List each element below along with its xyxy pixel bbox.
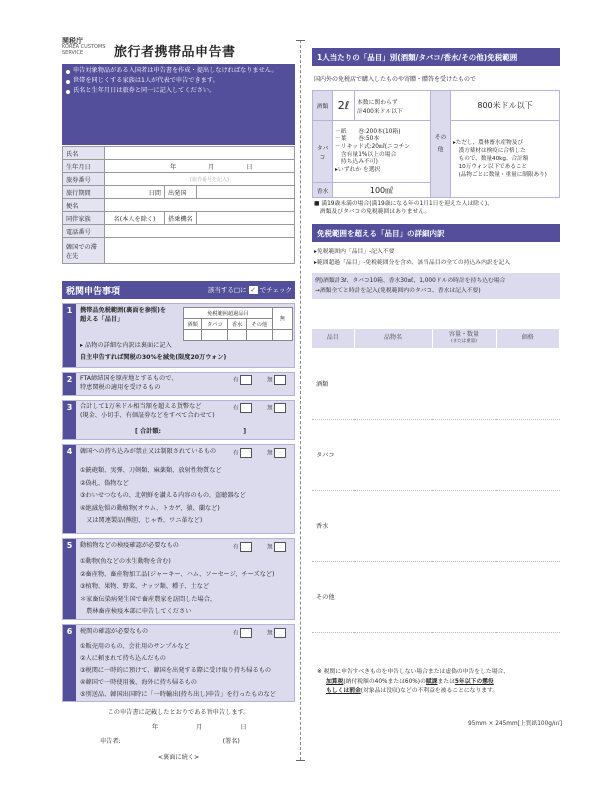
- q1-check-perfume[interactable]: [228, 330, 246, 341]
- q4-no-label: 無: [267, 450, 273, 457]
- q1-detail-note: ▸ 品物の詳細な内訳は裏面に記入: [80, 342, 172, 349]
- liquor-name-cell[interactable]: [354, 348, 432, 419]
- q3-total-field[interactable]: [135, 428, 285, 437]
- notice-box: [62, 64, 295, 145]
- penalty-confiscation: (対象品は没収)などの不利益を被ることになります。: [360, 688, 499, 694]
- tobacco-price-cell[interactable]: [496, 419, 560, 490]
- q1-col-other: その他: [246, 319, 272, 330]
- tobacco-label: タバコ: [313, 121, 333, 183]
- col-category: 品目: [312, 329, 354, 348]
- birth-field[interactable]: [105, 160, 295, 173]
- liquor-qty-cell[interactable]: [432, 348, 496, 419]
- q1-col-perfume: 香水: [228, 319, 246, 330]
- question-5: [62, 538, 295, 620]
- q5-item-1: ①動物(魚などの水生動物を含む): [80, 558, 171, 565]
- q6-item-2: ②人に頼まれて持ち込んだもの: [80, 655, 166, 662]
- q6-item-4: ④韓国で一時使用後、海外に持ち帰るもの: [80, 679, 197, 686]
- departure-field[interactable]: [197, 186, 295, 199]
- q1-check-liquor[interactable]: [184, 330, 202, 341]
- q1-check-none[interactable]: [273, 330, 293, 341]
- checkbox-icon: ✓: [250, 286, 257, 294]
- q2-yes-label: 有: [233, 377, 239, 384]
- back-side: [312, 36, 562, 748]
- passport-hint: (旅券番号を記入): [190, 176, 229, 183]
- q1-text: [80, 307, 184, 324]
- tobacco-item-6: ▸いずれか を選択: [335, 166, 381, 173]
- logo-en1: KOREA CUSTOMS: [62, 44, 106, 51]
- check-instruction-text: 該当する□に: [207, 286, 247, 294]
- sign-year: 年: [152, 724, 159, 731]
- tobacco-qty-cell[interactable]: [432, 419, 496, 490]
- q6-item-5: ⑤別送品、韓国出国時に「一時輸出(持ち出し)申告」を行ったものなど: [80, 691, 276, 698]
- tobacco-name-cell[interactable]: [354, 419, 432, 490]
- liquor-qty: 2ℓ: [333, 91, 355, 121]
- q1-no-label: 無: [273, 308, 293, 330]
- q1-excess-table: [183, 307, 293, 341]
- detail-line-1: ▸免税範囲内「品目」-記入不要: [314, 249, 395, 255]
- q4-item-2: ②偽札、偽物など: [80, 479, 129, 487]
- fold-line: [300, 40, 301, 760]
- penalty-or: または: [437, 678, 455, 685]
- q3-line2: (現金、小切手、有価証券などをすべて合わせて): [80, 411, 215, 419]
- q4-yes: [233, 448, 252, 458]
- departure-label: 出発国: [165, 186, 197, 199]
- sign-month: 月: [196, 724, 203, 731]
- q4-no: [267, 448, 286, 458]
- other-qty-cell[interactable]: [432, 561, 496, 632]
- other-name-cell[interactable]: [354, 561, 432, 632]
- perfume-qty-cell[interactable]: [432, 490, 496, 561]
- fold-mark-top: [296, 40, 305, 41]
- row-perfume: 香水: [312, 490, 354, 561]
- form-title: 旅行者携帯品申告書: [114, 45, 236, 60]
- declarant-label: 申告者:: [100, 738, 121, 745]
- check-suffix: でチェック: [259, 286, 292, 294]
- q4-item-4: ④絶滅危惧の動植物(オウム、トカゲ、猿、蘭など): [80, 504, 220, 512]
- penalty-imposition: 賦課: [425, 678, 438, 685]
- col-quantity: [432, 329, 496, 348]
- name-label: 氏名: [63, 147, 105, 160]
- q1-col-tobacco: タバコ: [202, 319, 228, 330]
- q1-check-other[interactable]: [246, 330, 272, 341]
- q6-text: 税関の確認が必要なもの: [80, 628, 149, 635]
- allowance-table: [312, 90, 560, 198]
- detail-table: [312, 329, 560, 633]
- q1-check-tobacco[interactable]: [202, 330, 228, 341]
- q1-line1: 携帯品免税範囲(裏面を参照)を: [80, 307, 167, 314]
- q4-number: 4: [63, 445, 76, 533]
- q2-no-checkbox[interactable]: [274, 375, 286, 385]
- q5-yes: [233, 542, 252, 552]
- penalty-fine: もしくは罰金: [326, 688, 361, 694]
- declarant-line[interactable]: [62, 736, 295, 745]
- continue-note: <裏面に続く>: [157, 754, 200, 761]
- q3-number: 3: [63, 401, 76, 439]
- detail-example-1: 例)酒類計3ℓ、タバコ10箱、香水30㎖、1,000ドルの時計を持ち込む場合: [315, 278, 506, 284]
- address-field[interactable]: [105, 238, 295, 264]
- q2-line2: 特恵関税の適用を受けるもの: [80, 383, 161, 391]
- tobacco-item-4: 含有量1%以上の場合: [335, 151, 397, 158]
- question-1: [62, 303, 295, 368]
- question-4: [62, 444, 295, 534]
- q6-no: [267, 628, 286, 638]
- q2-yes-checkbox[interactable]: [240, 375, 252, 385]
- penalty-note: [317, 668, 560, 697]
- other-note-4: 10万ウォン以下であること: [453, 164, 528, 170]
- q6-item-1: ①販売用のもの、会社用のサンプルなど: [80, 643, 190, 650]
- period-days[interactable]: 日間: [105, 186, 165, 199]
- flight-name-field[interactable]: [197, 212, 295, 225]
- flight-label: 便名: [63, 199, 105, 212]
- q3-no-label: 無: [267, 405, 273, 412]
- liquor-desc-1: 本数に関わらず: [357, 99, 398, 106]
- sign-day: 日: [240, 724, 247, 731]
- minor-note-1: ■ 満19歳未満の場合(満19歳になる年の1月1日を迎えた人は除く)、: [314, 201, 493, 207]
- declaration-section-header: [62, 281, 295, 299]
- other-label: その他: [431, 91, 451, 198]
- q3-yes: [233, 403, 252, 413]
- q3-no-checkbox[interactable]: [274, 403, 286, 413]
- q2-line1: FTA締結国を原産地とするもので、: [80, 375, 178, 382]
- row-liquor: 酒類: [312, 348, 354, 419]
- q3-total-label: [ 合計額:: [135, 428, 162, 435]
- q2-no-label: 無: [267, 377, 273, 384]
- detail-instructions: [314, 247, 510, 269]
- other-price-cell[interactable]: [496, 561, 560, 632]
- q4-items: [80, 465, 246, 528]
- liquor-price-cell[interactable]: [496, 348, 560, 419]
- q3-total-end: ]: [243, 428, 247, 435]
- name-field[interactable]: [105, 147, 295, 160]
- notice-2: 世帯を同じくする家族は1人が代表で申告できます。: [66, 77, 291, 85]
- q6-yes-label: 有: [233, 630, 239, 637]
- allowance-subtitle: 国内外の免税店で購入したものや寄贈・贈答を受けたもので: [314, 76, 477, 83]
- birth-month: 月: [208, 163, 215, 171]
- address-label: 韓国での滞在先: [63, 238, 105, 264]
- tobacco-item-5: 持ち込み不可): [335, 159, 378, 166]
- birth-year: 年: [170, 163, 177, 171]
- penalty-line-1: ※ 税関に申告すべきものを申告しない場合または虚偽の申告をした場合、: [317, 669, 510, 675]
- col-quantity-sub: (または重量): [450, 339, 477, 344]
- tobacco-item-2: －葉 巻:50本: [335, 136, 380, 143]
- q3-no: [267, 403, 286, 413]
- col-price: 価格: [496, 329, 560, 348]
- perfume-price-cell[interactable]: [496, 490, 560, 561]
- liquor-desc: [355, 91, 431, 121]
- detail-example-2: →酒類全てと時計を記入(免税範囲内のタバコ、香水は記入不要): [315, 288, 481, 294]
- q4-yes-label: 有: [233, 450, 239, 457]
- perfume-name-cell[interactable]: [354, 490, 432, 561]
- penalty-surcharge: 加算税: [326, 678, 344, 685]
- q4-item-5: 又は関連製品(熊胆、じゃ香、ワニ革など): [80, 517, 203, 524]
- q2-yes: [233, 375, 252, 385]
- q6-items: [80, 641, 276, 701]
- penalty-prison: 5年以下の懲役: [454, 678, 494, 685]
- q5-no-label: 無: [267, 544, 273, 551]
- logo-jp: 関税庁: [62, 37, 83, 45]
- question-2: [62, 372, 295, 396]
- minor-note: [314, 200, 493, 216]
- q5-item-2: ②畜産物、畜産物加工品(ジャーキー、ハム、ソーセージ、チーズなど): [80, 570, 275, 578]
- other-note-1: ▸ただし、農林畜水産物及び: [453, 140, 523, 146]
- liquor-label: 酒類: [313, 91, 333, 121]
- q3-text: [80, 403, 215, 420]
- allowance-header: 1人当たりの「品目」別(酒類/タバコ/香水/その他)免税範囲: [312, 48, 560, 66]
- perfume-qty: 100㎖: [333, 183, 431, 198]
- minor-note-2: 酒類及びタバコの免税範囲はありません。: [314, 209, 431, 215]
- q4-yes-checkbox[interactable]: [240, 448, 252, 458]
- other-note-2: 漢方薬材は検疫に合格した: [453, 148, 526, 154]
- birth-day: 日: [246, 163, 253, 171]
- q6-yes: [233, 628, 252, 638]
- flight-field[interactable]: [105, 199, 295, 212]
- certify-text: この申告書に記載したとおりである旨申告します。: [107, 709, 250, 716]
- q5-yes-checkbox[interactable]: [240, 542, 252, 552]
- question-6: [62, 624, 295, 702]
- fold-mark-bottom: [296, 760, 305, 761]
- q3-line1: 合計して1万米ドル相当額を超える貨幣など: [80, 403, 202, 410]
- other-note-5: (品物ごとに数量・重量に制限あり): [453, 172, 547, 178]
- passport-field[interactable]: [105, 173, 295, 186]
- detail-example: [312, 273, 560, 299]
- personal-info-table: [62, 146, 295, 264]
- sign-date: [62, 722, 295, 731]
- paper-size-note: 95mm × 245mm[上質紙100g/㎡]: [468, 721, 562, 727]
- tobacco-item-1: －紙 巻:200本(10箱): [335, 128, 401, 135]
- form-header: [62, 36, 295, 64]
- q2-number: 2: [63, 373, 76, 395]
- penalty-line-3: [317, 687, 560, 697]
- q5-text: 動植物などの検疫確認が必要なもの: [80, 542, 179, 549]
- q6-no-checkbox[interactable]: [274, 628, 286, 638]
- phone-label: 電話番号: [63, 225, 105, 238]
- check-instruction: [208, 285, 292, 294]
- detail-line-2: ▸範囲超過「品目」-免税範囲分を含め、該当品目の全ての持込み内訳を記入: [314, 260, 511, 266]
- companions-label: 同伴家族: [63, 212, 105, 225]
- q5-item-3: ③植物、果物、野菜、ナッツ類、種子、土など: [80, 583, 210, 590]
- tobacco-desc: [333, 121, 431, 183]
- other-note-3: もので、数量40kg、合計額: [453, 156, 529, 162]
- q2-no: [267, 375, 286, 385]
- q5-no-checkbox[interactable]: [274, 542, 286, 552]
- notice-1: 申告対象物品がある入国者は申告書を作成・提出しなければなりません。: [66, 67, 291, 75]
- q5-item-4: ＊家畜伝染病発生国で畜産農家を訪問した場合、: [80, 595, 217, 603]
- q1-line2: 超える「品目」: [80, 315, 124, 323]
- q6-number: 6: [63, 625, 76, 701]
- tobacco-item-3: －リキッド式:20㎖(ニコチン: [335, 143, 410, 150]
- penalty-rate: (納付税額の40%または60%)の: [343, 678, 426, 685]
- notice-3: 氏名と生年月日は旅券と同一に記入してください。: [66, 87, 291, 95]
- passport-label: 旅券番号: [63, 173, 105, 186]
- phone-field[interactable]: [105, 225, 295, 238]
- flight-name-label: 搭乗機名: [165, 212, 197, 225]
- question-3: [62, 400, 295, 440]
- q1-table-head: 免税範囲超過品目: [184, 308, 273, 319]
- col-item-name: 品物名: [354, 329, 432, 348]
- detail-header: 免税範囲を超える「品目」の詳細内訳: [312, 224, 560, 242]
- logo-en2: SERVICE: [62, 50, 84, 57]
- row-other: その他: [312, 561, 354, 632]
- companion-count[interactable]: 名(本人を除く): [105, 212, 165, 225]
- col-quantity-label: 容量・数量: [448, 330, 479, 338]
- q1-col-liquor: 酒類: [184, 319, 202, 330]
- q3-yes-label: 有: [233, 405, 239, 412]
- q4-no-checkbox[interactable]: [274, 448, 286, 458]
- declaration-title: 税関申告事項: [66, 287, 121, 297]
- q5-items: [80, 556, 275, 619]
- row-tobacco: タバコ: [312, 419, 354, 490]
- front-side: [62, 36, 295, 761]
- sign-label: (署名): [222, 738, 240, 745]
- perfume-label: 香水: [313, 183, 333, 198]
- q6-no-label: 無: [267, 630, 273, 637]
- penalty-line-2: [317, 678, 560, 688]
- liquor-desc-2: 計400米ドル以下: [357, 108, 403, 115]
- q2-text: [80, 375, 177, 392]
- period-label: 旅行期間: [63, 186, 105, 199]
- q5-item-5: 農林畜産検疫本部に申告してください: [80, 608, 192, 615]
- q5-yes-label: 有: [233, 544, 239, 551]
- q3-yes-checkbox[interactable]: [240, 403, 252, 413]
- q4-item-1: ①銃砲類、実弾、刀剣類、麻薬類、放射性物質など: [80, 467, 222, 474]
- other-notes: [451, 121, 560, 198]
- q1-number: 1: [63, 304, 76, 367]
- q5-number: 5: [63, 539, 76, 619]
- birth-label: 生年月日: [63, 160, 105, 173]
- q6-item-3: ③税関に一時的に預けて、韓国を出発する際に受け取り持ち帰るもの: [80, 667, 272, 674]
- q6-yes-checkbox[interactable]: [240, 628, 252, 638]
- q5-no: [267, 542, 286, 552]
- q1-reduction-note: 自主申告すれば関税の30%を減免(限度20万ウォン): [80, 354, 227, 361]
- q4-text: 韓国への持ち込みが禁止又は制限されているもの: [80, 448, 217, 455]
- q4-item-3: ③わいせつなもの、北朝鮮を讃える内容のもの、盗聴器など: [80, 492, 246, 499]
- other-limit: 800米ドル以下: [451, 91, 560, 121]
